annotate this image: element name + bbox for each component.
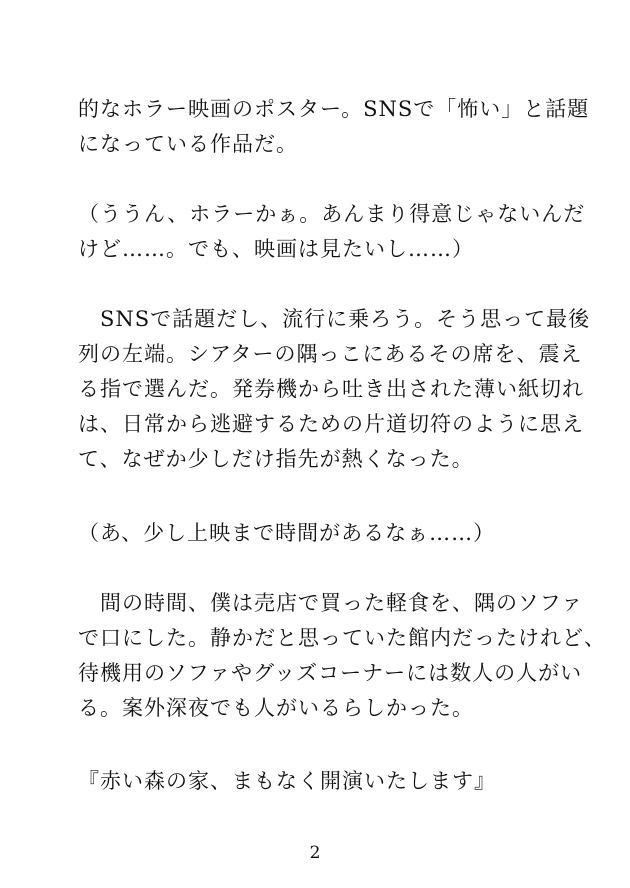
text-line: 的なホラー映画のポスター。SNSで「怖い」と話題 bbox=[78, 97, 590, 121]
text-line: で口にした。静かだと思っていた館内だったけれど、 bbox=[78, 626, 606, 650]
paragraph-1 bbox=[78, 92, 590, 162]
text-line: SNSで話題だし、流行に乗ろう。そう思って最後 bbox=[78, 307, 591, 331]
paragraph-6 bbox=[78, 764, 578, 799]
text-line: になっている作品だ。 bbox=[78, 132, 298, 156]
paragraph-2 bbox=[78, 197, 586, 267]
text-line: て、なぜか少しだけ指先が熱くなった。 bbox=[78, 447, 474, 471]
text-line: る。案外深夜でも人がいるらしかった。 bbox=[78, 696, 474, 720]
text-line: （あ、少し上映まで時間があるなぁ……） bbox=[78, 521, 496, 545]
text-line: 待機用のソファやグッズコーナーには数人の人がい bbox=[78, 661, 583, 685]
paragraph-4 bbox=[78, 516, 578, 551]
text-line: 『赤い森の家、まもなく開演いたします』 bbox=[78, 769, 496, 793]
page-number: 2 bbox=[309, 843, 321, 863]
text-line: けど……。でも、映画は見たいし……） bbox=[78, 237, 474, 261]
paragraph-5 bbox=[78, 586, 606, 726]
text-line: 列の左端。シアターの隅っこにあるその席を、震え bbox=[78, 342, 583, 366]
text-line: 間の時間、僕は売店で買った軽食を、隅のソファ bbox=[78, 591, 584, 615]
text-line: る指で選んだ。発券機から吐き出された薄い紙切れ bbox=[78, 377, 584, 401]
paragraph-3 bbox=[78, 302, 591, 477]
text-line: は、日常から逃避するための片道切符のように思え bbox=[78, 412, 584, 436]
text-line: （ううん、ホラーかぁ。あんまり得意じゃないんだ bbox=[78, 202, 586, 226]
